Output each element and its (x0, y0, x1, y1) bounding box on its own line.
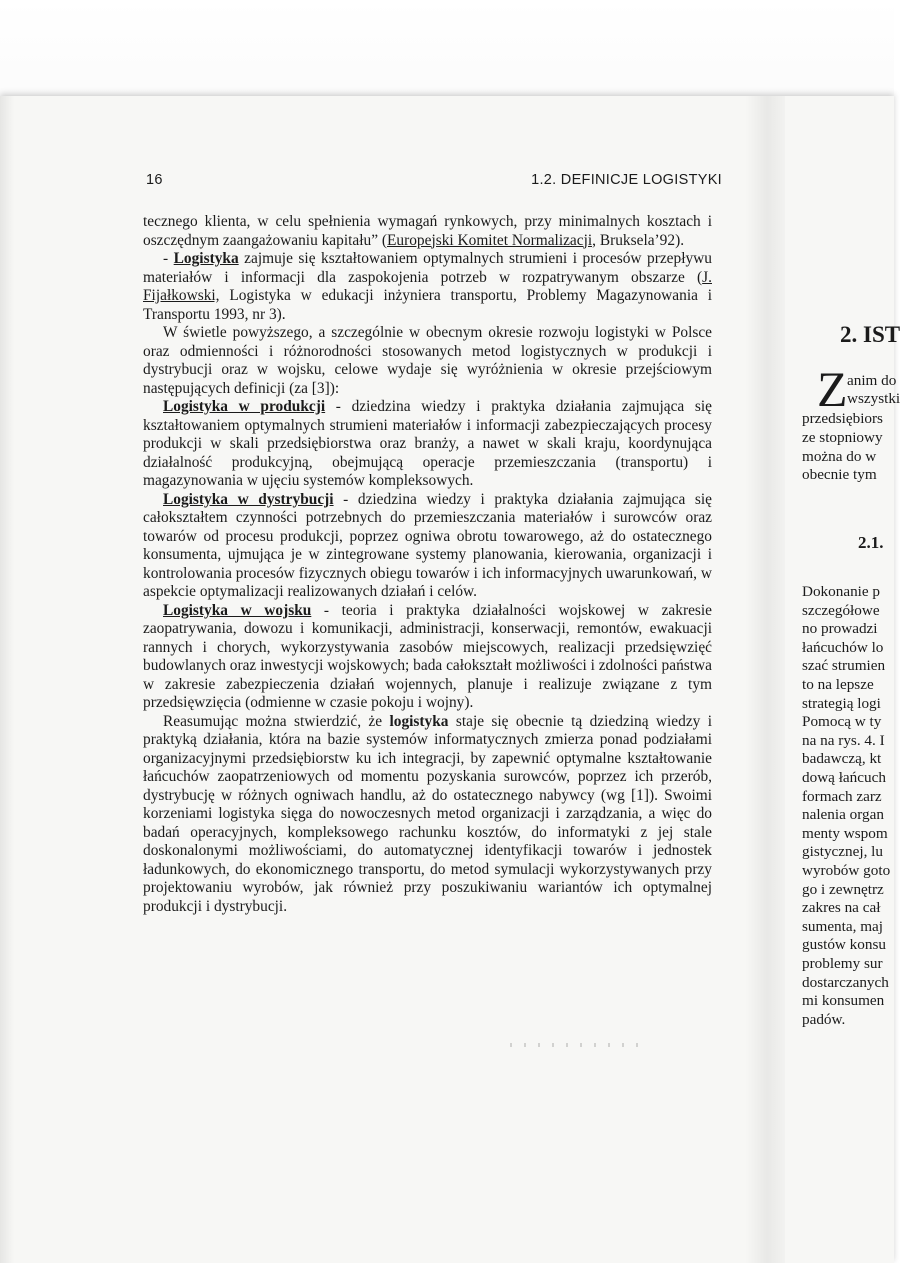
body-line: menty wspom (802, 824, 888, 842)
body-line: gustów konsu (802, 936, 886, 954)
facing-page-cropped (790, 300, 900, 1028)
body-line: na na rys. 4. I (802, 731, 885, 749)
defined-term: Logistyka w dystrybucji (163, 490, 334, 508)
scan-artifact (510, 1043, 650, 1047)
body-line: nalenia organ (802, 806, 884, 824)
intro-line: wszystki (847, 390, 900, 407)
definition-military: Logistyka w wojsku - teoria i praktyka działalności wojskowej w zakresie zaopatrywania, dowozu i komunikacji, administracji, konserwacji, remontów, ewakuacji rannych i chorych, wykorzystywania zasobów miejscowych, realizacji przedsięwzięć budowlanych oraz inwestycji wojskowych; bada całokształt możliwości i zdolności państwa w zakresie zabezpieczenia działań wojennych, planuje i realizuje związane z tym przedsięwzięcia (odmienne w czasie pokoju i wojny). (143, 601, 712, 711)
main-text-column (143, 213, 712, 916)
paragraph-summary: Reasumując można stwierdzić, że logistyka staje się obecnie tą dziedziną wiedzy i praktyką działania, która na bazie systemów informatycznych zmierza ponad podziałami organizacyjnymi przedsiębiorstw ku ich integracji, by zapewnić optymalne kształtowanie łańcuchów zaopatrzeniowych od momentu pozyskania surowców, poprzez ich przerób, dystrybucję w różnych ogniwach handlu, aż do ostatecznego nabywcy (wg [1]). Swoimi korzeniami logistyka sięga do nowoczesnych metod organizacji i zarządzania, a więc do badań operacyjnych, kompleksowego rachunku kosztów, do informatyki z jej stale doskonalonymi możliwościami, do automatycznej identyfikacji towarów i jednostek ładunkowych, do ekonomicznego transportu, do metod symulacji wykorzystywanych przy projektowaniu wyrobów, jak również przy poszukiwaniu wariantów ich optymalnej produkcji i dystrybucji. (143, 712, 712, 915)
section-heading: 2.1. (858, 533, 884, 552)
paragraph-2: - Logistyka zajmuje się kształtowaniem optymalnych strumieni i procesów przepływu materiałów i informacji dla zaspokojenia potrzeb w rozpatrywanym obszarze (J. Fijałkowski, Logistyka w edukacji inżyniera transportu, Problemy Magazynowania i Transportu 1993, nr 3). (143, 250, 712, 323)
body-line: Pomocą w ty (802, 713, 882, 731)
body-line: wyrobów goto (802, 862, 891, 879)
body-line: dostarczanych (802, 973, 889, 991)
body-line: formach zarz (802, 787, 882, 805)
defined-term: Logistyka w produkcji (163, 398, 326, 415)
defined-term: Logistyka (173, 250, 239, 267)
intro-line: można do w (802, 448, 877, 465)
body-line: no prowadzi (802, 620, 878, 638)
intro-line: ze stopniowy (802, 429, 883, 446)
body-line: problemy sur (802, 955, 883, 972)
body-line: zakres na cał (802, 899, 881, 917)
body-line: go i zewnętrz (802, 880, 884, 898)
intro-line: anim do (847, 372, 897, 389)
body-line: to na lepsze (802, 676, 874, 693)
body-line: mi konsumen (802, 992, 885, 1010)
page-header (146, 172, 722, 194)
intro-line: obecnie tym (802, 466, 877, 483)
citation-link: J. Fijałkowski, (143, 268, 712, 304)
book-gutter-shadow (745, 96, 785, 1263)
body-line: strategią logi (802, 694, 881, 712)
paragraph-3: W świetle powyższego, a szczególnie w obecnym okresie rozwoju logistyki w Polsce oraz odmienności i różnorodności stosowanych metod logistycznych w produkcji i dystrybucji oraz w wojsku, celowe wydaje się wyróżnienia w okresie przejściowym następujących definicji (za [3]): (143, 324, 712, 397)
chapter-heading: 2. IST (840, 322, 900, 347)
body-line: dową łańcuch (802, 769, 886, 786)
drop-cap: Z (817, 361, 848, 417)
body-line: Dokonanie p (802, 583, 881, 600)
defined-term: Logistyka w wojsku (163, 601, 312, 619)
body-line: padów. (802, 1010, 846, 1028)
body-line: szać strumien (802, 657, 886, 675)
body-line: szczegółowe (802, 601, 880, 619)
intro-line: przedsiębiors (802, 410, 883, 427)
definition-production: Logistyka w produkcji - dziedzina wiedzy i praktyka działania zajmująca się kształtowaniem optymalnych strumieni materiałów i informacji zabezpieczających procesy produkcji w skali przedsiębiorstwa oraz branży, a nawet w skali kraju, koordynująca działalność produkcyjną, obejmującą operacje przemieszczania (transportu) i magazynowania w ujęciu systemów kompleksowych. (143, 398, 712, 489)
body-line: sumenta, maj (802, 917, 883, 935)
scanner-background (0, 0, 894, 100)
emphasized-term: logistyka (389, 712, 449, 730)
running-title: 1.2. DEFINICJE LOGISTYKI (531, 172, 722, 188)
citation-link: Europejski Komitet Normalizacji, (387, 231, 596, 249)
body-line: łańcuchów lo (802, 638, 884, 656)
body-line: badawczą, kt (802, 750, 882, 768)
paragraph-1: tecznego klienta, w celu spełnienia wymagań rynkowych, przy minimalnych kosztach i oszczędnym zaangażowaniu kapitału” (Europejski Komitet Normalizacji, Bruksela’92). (143, 213, 712, 249)
page-edge-shadow (0, 96, 14, 1263)
definition-distribution: Logistyka w dystrybucji - dziedzina wiedzy i praktyka działania zajmująca się całokształtem czynności potrzebnych do przemieszczania materiałów i surowców oraz towarów od procesu produkcji, poprzez ogniwa obrotu towarowego, aż do ostatecznego konsumenta, ujmująca je w zintegrowane systemy planowania, kierowania, organizacji i kontrolowania procesów fizycznych obiegu towarów i ich informacyjnych uwarunkowań, w aspekcie optymalizacji realizowanych działań i celów. (143, 490, 712, 600)
page-number: 16 (146, 172, 163, 188)
body-line: gistycznej, lu (802, 843, 883, 861)
